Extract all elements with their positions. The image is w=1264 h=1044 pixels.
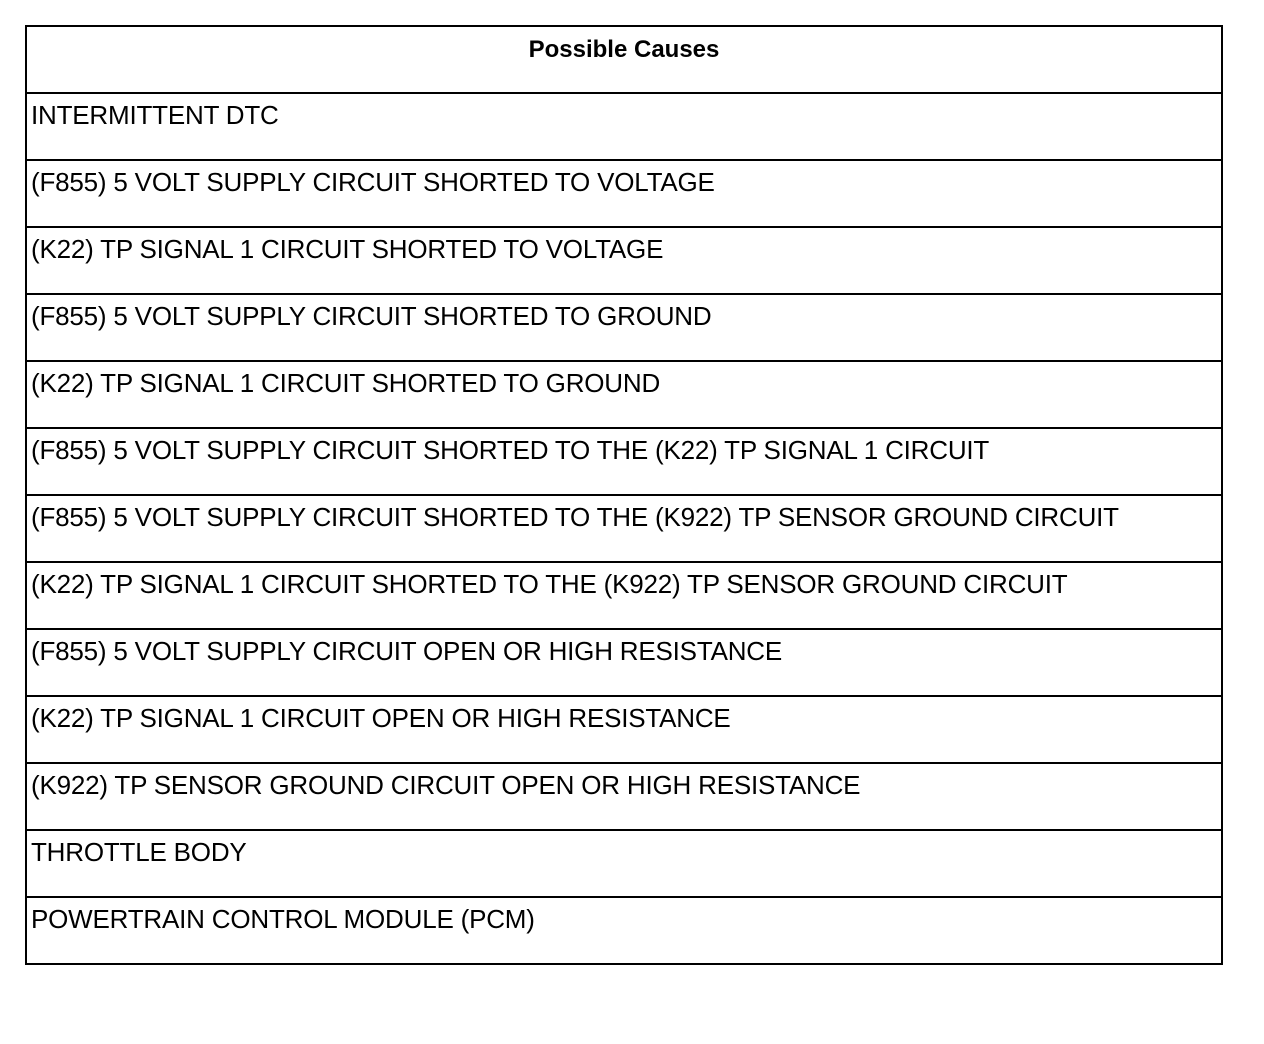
cause-cell: POWERTRAIN CONTROL MODULE (PCM) [26,897,1222,964]
table-row [26,93,1222,160]
cause-cell: (F855) 5 VOLT SUPPLY CIRCUIT OPEN OR HIGH RESISTANCE [26,629,1222,696]
cause-cell: (K22) TP SIGNAL 1 CIRCUIT OPEN OR HIGH RESISTANCE [26,696,1222,763]
table-row [26,361,1222,428]
cause-cell: THROTTLE BODY [26,830,1222,897]
table-header-row [26,26,1222,93]
possible-causes-table [25,25,1223,965]
table-row [26,160,1222,227]
cause-cell: (F855) 5 VOLT SUPPLY CIRCUIT SHORTED TO THE (K922) TP SENSOR GROUND CIRCUIT [26,495,1222,562]
table-row [26,495,1222,562]
table-row [26,830,1222,897]
table-row [26,294,1222,361]
cause-cell: (K22) TP SIGNAL 1 CIRCUIT SHORTED TO VOLTAGE [26,227,1222,294]
possible-causes-header: Possible Causes [26,26,1222,93]
table-row [26,227,1222,294]
cause-cell: (F855) 5 VOLT SUPPLY CIRCUIT SHORTED TO GROUND [26,294,1222,361]
cause-cell: (F855) 5 VOLT SUPPLY CIRCUIT SHORTED TO VOLTAGE [26,160,1222,227]
table-row [26,763,1222,830]
cause-cell: INTERMITTENT DTC [26,93,1222,160]
table-row [26,696,1222,763]
table-row [26,562,1222,629]
table-row [26,897,1222,964]
cause-cell: (K22) TP SIGNAL 1 CIRCUIT SHORTED TO GROUND [26,361,1222,428]
cause-cell: (K22) TP SIGNAL 1 CIRCUIT SHORTED TO THE (K922) TP SENSOR GROUND CIRCUIT [26,562,1222,629]
cause-cell: (K922) TP SENSOR GROUND CIRCUIT OPEN OR HIGH RESISTANCE [26,763,1222,830]
table-row [26,629,1222,696]
cause-cell: (F855) 5 VOLT SUPPLY CIRCUIT SHORTED TO THE (K22) TP SIGNAL 1 CIRCUIT [26,428,1222,495]
table-row [26,428,1222,495]
